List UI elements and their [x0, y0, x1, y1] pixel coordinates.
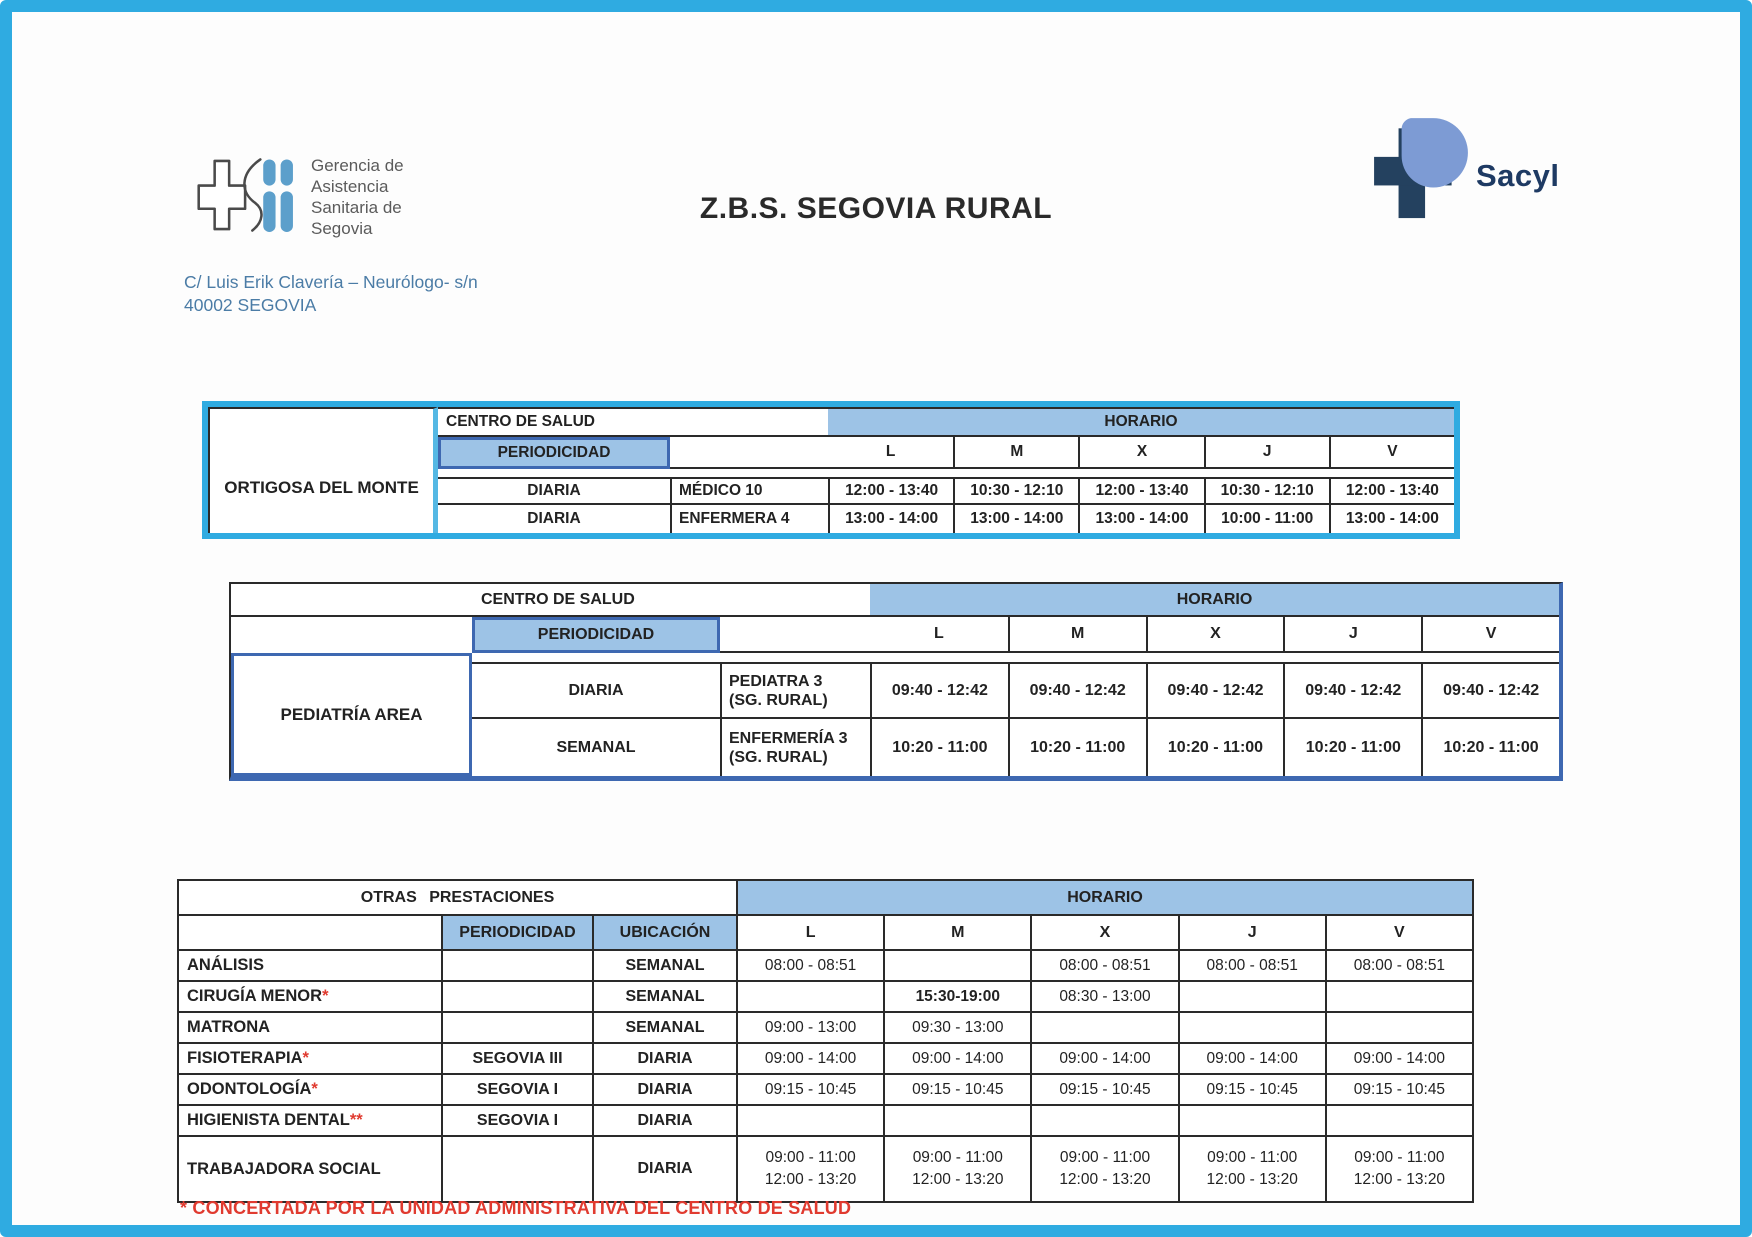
ubicacion-value: SEMANAL — [592, 1011, 736, 1042]
time-cell: 10:20 - 11:00 — [1008, 719, 1146, 776]
time-cell: 08:00 - 08:51 — [1178, 949, 1325, 980]
time-cell: 09:00 - 14:00 — [1030, 1042, 1177, 1073]
resource-name-line: ENFERMERÍA 3 — [729, 729, 848, 747]
empty-cell — [179, 914, 441, 949]
centro-de-salud-header: CENTRO DE SALUD — [231, 584, 870, 617]
time-cell: 09:00 - 11:00 12:00 - 13:20 — [1030, 1135, 1177, 1201]
time-cell: 09:15 - 10:45 — [883, 1073, 1030, 1104]
time-cell: 09:00 - 14:00 — [1325, 1042, 1472, 1073]
day-header: V — [1421, 617, 1559, 653]
time-cell: 10:30 - 12:10 — [953, 477, 1078, 505]
ubicacion-value: DIARIA — [592, 1104, 736, 1135]
time-cell — [1030, 1104, 1177, 1135]
empty-cell — [231, 617, 472, 653]
page-title: Z.B.S. SEGOVIA RURAL — [699, 192, 1053, 225]
day-header: M — [883, 914, 1030, 949]
zone-label: PEDIATRÍA AREA — [231, 653, 472, 776]
address-line-1: C/ Luis Erik Clavería – Neurólogo- s/n — [184, 272, 478, 292]
time-cell: 08:00 - 08:51 — [1030, 949, 1177, 980]
time-cell: 13:00 - 14:00 — [953, 505, 1078, 533]
time-cell: 10:20 - 11:00 — [1146, 719, 1284, 776]
footnote-2: ** CONCERTADA POR LA UNIDAD DE SALUD BUCODENTAL — [180, 1226, 709, 1237]
time-cell: 09:00 - 14:00 — [736, 1042, 883, 1073]
resource-name-line: (SG. RURAL) — [729, 748, 828, 766]
time-cell — [1325, 1104, 1472, 1135]
periodicidad-value — [441, 1011, 592, 1042]
time-cell: 10:20 - 11:00 — [1421, 719, 1559, 776]
time-cell: 09:00 - 14:00 — [1178, 1042, 1325, 1073]
ubicacion-value: SEMANAL — [592, 949, 736, 980]
time-cell: 15:30-19:00 — [883, 980, 1030, 1011]
day-header: X — [1030, 914, 1177, 949]
time-cell: 12:00 - 13:40 — [1329, 477, 1454, 505]
ubicacion-header: UBICACIÓN — [592, 914, 736, 949]
time-cell: 09:15 - 10:45 — [736, 1073, 883, 1104]
day-header: X — [1146, 617, 1284, 653]
time-cell — [1178, 980, 1325, 1011]
time-cell — [1325, 980, 1472, 1011]
time-cell — [883, 1104, 1030, 1135]
footnote-marker: ** — [349, 1111, 363, 1129]
time-cell: 09:30 - 13:00 — [883, 1011, 1030, 1042]
horario-header: HORARIO — [828, 407, 1454, 437]
time-cell: 09:00 - 11:00 12:00 - 13:20 — [883, 1135, 1030, 1201]
day-header: L — [736, 914, 883, 949]
periodicidad-value — [441, 1135, 592, 1201]
service-name: ANÁLISIS — [179, 949, 441, 980]
periodicidad-value: DIARIA — [438, 505, 670, 533]
empty-cell — [670, 437, 828, 469]
spacer-row — [472, 653, 1559, 662]
schedule-table-otras-prestaciones — [177, 879, 1474, 1203]
time-cell: 09:15 - 10:45 — [1178, 1073, 1325, 1104]
horario-header: HORARIO — [870, 584, 1559, 617]
schedule-table-ortigosa — [202, 401, 1460, 539]
day-header: M — [953, 437, 1078, 469]
periodicidad-value: DIARIA — [438, 477, 670, 505]
time-cell: 09:00 - 11:00 12:00 - 13:20 — [1178, 1135, 1325, 1201]
periodicidad-header: PERIODICIDAD — [438, 437, 670, 469]
time-cell: 09:40 - 12:42 — [1283, 662, 1421, 719]
time-cell — [1178, 1104, 1325, 1135]
time-cell: 13:00 - 14:00 — [1329, 505, 1454, 533]
time-cell: 13:00 - 14:00 — [828, 505, 953, 533]
time-cell: 09:15 - 10:45 — [1030, 1073, 1177, 1104]
resource-name: ENFERMERA 4 — [670, 505, 828, 533]
org-name-line: Segovia — [311, 219, 373, 238]
time-cell: 09:00 - 14:00 — [883, 1042, 1030, 1073]
org-address — [184, 271, 478, 317]
time-cell: 09:40 - 12:42 — [1421, 662, 1559, 719]
service-name: CIRUGÍA MENOR * — [179, 980, 441, 1011]
resource-name: MÉDICO 10 — [670, 477, 828, 505]
time-cell — [736, 980, 883, 1011]
day-header: X — [1078, 437, 1203, 469]
day-header: J — [1283, 617, 1421, 653]
sacyl-brand-text: Sacyl — [1476, 158, 1560, 193]
time-cell: 09:00 - 11:00 12:00 - 13:20 — [736, 1135, 883, 1201]
periodicidad-value — [441, 980, 592, 1011]
day-header: M — [1008, 617, 1146, 653]
periodicidad-value: DIARIA — [472, 662, 720, 719]
time-cell: 09:15 - 10:45 — [1325, 1073, 1472, 1104]
service-name: MATRONA — [179, 1011, 441, 1042]
time-cell: 09:40 - 12:42 — [870, 662, 1008, 719]
time-cell: 09:00 - 11:00 12:00 - 13:20 — [1325, 1135, 1472, 1201]
day-header: J — [1204, 437, 1329, 469]
day-header: J — [1178, 914, 1325, 949]
time-cell — [1325, 1011, 1472, 1042]
time-cell: 08:30 - 13:00 — [1030, 980, 1177, 1011]
periodicidad-header: PERIODICIDAD — [472, 617, 720, 653]
otras-prestaciones-header: OTRAS PRESTACIONES — [179, 881, 736, 914]
periodicidad-value: SEMANAL — [472, 719, 720, 776]
time-cell: 09:40 - 12:42 — [1008, 662, 1146, 719]
day-header: L — [828, 437, 953, 469]
org-name-line: Gerencia de — [311, 156, 404, 175]
footnote-marker: * — [322, 987, 329, 1005]
service-name: FISIOTERAPIA * — [179, 1042, 441, 1073]
time-cell: 10:20 - 11:00 — [870, 719, 1008, 776]
sacyl-logo — [1370, 104, 1560, 222]
zone-label: ORTIGOSA DEL MONTE — [208, 407, 438, 533]
address-line-2: 40002 SEGOVIA — [184, 295, 317, 315]
periodicidad-header: PERIODICIDAD — [441, 914, 592, 949]
ubicacion-value: DIARIA — [592, 1073, 736, 1104]
resource-name — [720, 662, 870, 719]
time-cell: 10:30 - 12:10 — [1204, 477, 1329, 505]
schedule-table-pediatria — [229, 582, 1563, 781]
service-name: HIGIENISTA DENTAL ** — [179, 1104, 441, 1135]
periodicidad-value — [441, 949, 592, 980]
day-header: V — [1325, 914, 1472, 949]
time-cell: 08:00 - 08:51 — [736, 949, 883, 980]
time-cell: 08:00 - 08:51 — [1325, 949, 1472, 980]
time-cell: 13:00 - 14:00 — [1078, 505, 1203, 533]
resource-name — [720, 719, 870, 776]
empty-cell — [720, 617, 870, 653]
time-cell — [883, 949, 1030, 980]
horario-header: HORARIO — [736, 881, 1472, 914]
service-name: ODONTOLOGÍA * — [179, 1073, 441, 1104]
spacer-row — [438, 469, 1454, 477]
periodicidad-value: SEGOVIA III — [441, 1042, 592, 1073]
resource-name-line: (SG. RURAL) — [729, 691, 828, 709]
day-header: V — [1329, 437, 1454, 469]
periodicidad-value: SEGOVIA I — [441, 1104, 592, 1135]
sacyl-cross-icon — [1370, 104, 1472, 222]
org-name-line: Asistencia — [311, 177, 389, 196]
time-cell: 10:00 - 11:00 — [1204, 505, 1329, 533]
footnote-marker: * — [302, 1049, 309, 1067]
time-cell — [1030, 1011, 1177, 1042]
footnote-marker: * — [311, 1080, 318, 1098]
time-cell: 10:20 - 11:00 — [1283, 719, 1421, 776]
ubicacion-value: DIARIA — [592, 1042, 736, 1073]
time-cell: 12:00 - 13:40 — [828, 477, 953, 505]
time-cell: 09:40 - 12:42 — [1146, 662, 1284, 719]
time-cell — [736, 1104, 883, 1135]
ubicacion-value: SEMANAL — [592, 980, 736, 1011]
time-cell: 09:00 - 13:00 — [736, 1011, 883, 1042]
time-cell: 12:00 - 13:40 — [1078, 477, 1203, 505]
footnote-1: * CONCERTADA POR LA UNIDAD ADMINISTRATIVA DEL CENTRO DE SALUD — [180, 1198, 852, 1218]
org-name-line: Sanitaria de — [311, 198, 402, 217]
resource-name-line: PEDIATRA 3 — [729, 672, 823, 690]
ubicacion-value: DIARIA — [592, 1135, 736, 1201]
periodicidad-value: SEGOVIA I — [441, 1073, 592, 1104]
centro-de-salud-header: CENTRO DE SALUD — [438, 407, 828, 437]
time-cell — [1178, 1011, 1325, 1042]
service-name: TRABAJADORA SOCIAL — [179, 1135, 441, 1201]
day-header: L — [870, 617, 1008, 653]
